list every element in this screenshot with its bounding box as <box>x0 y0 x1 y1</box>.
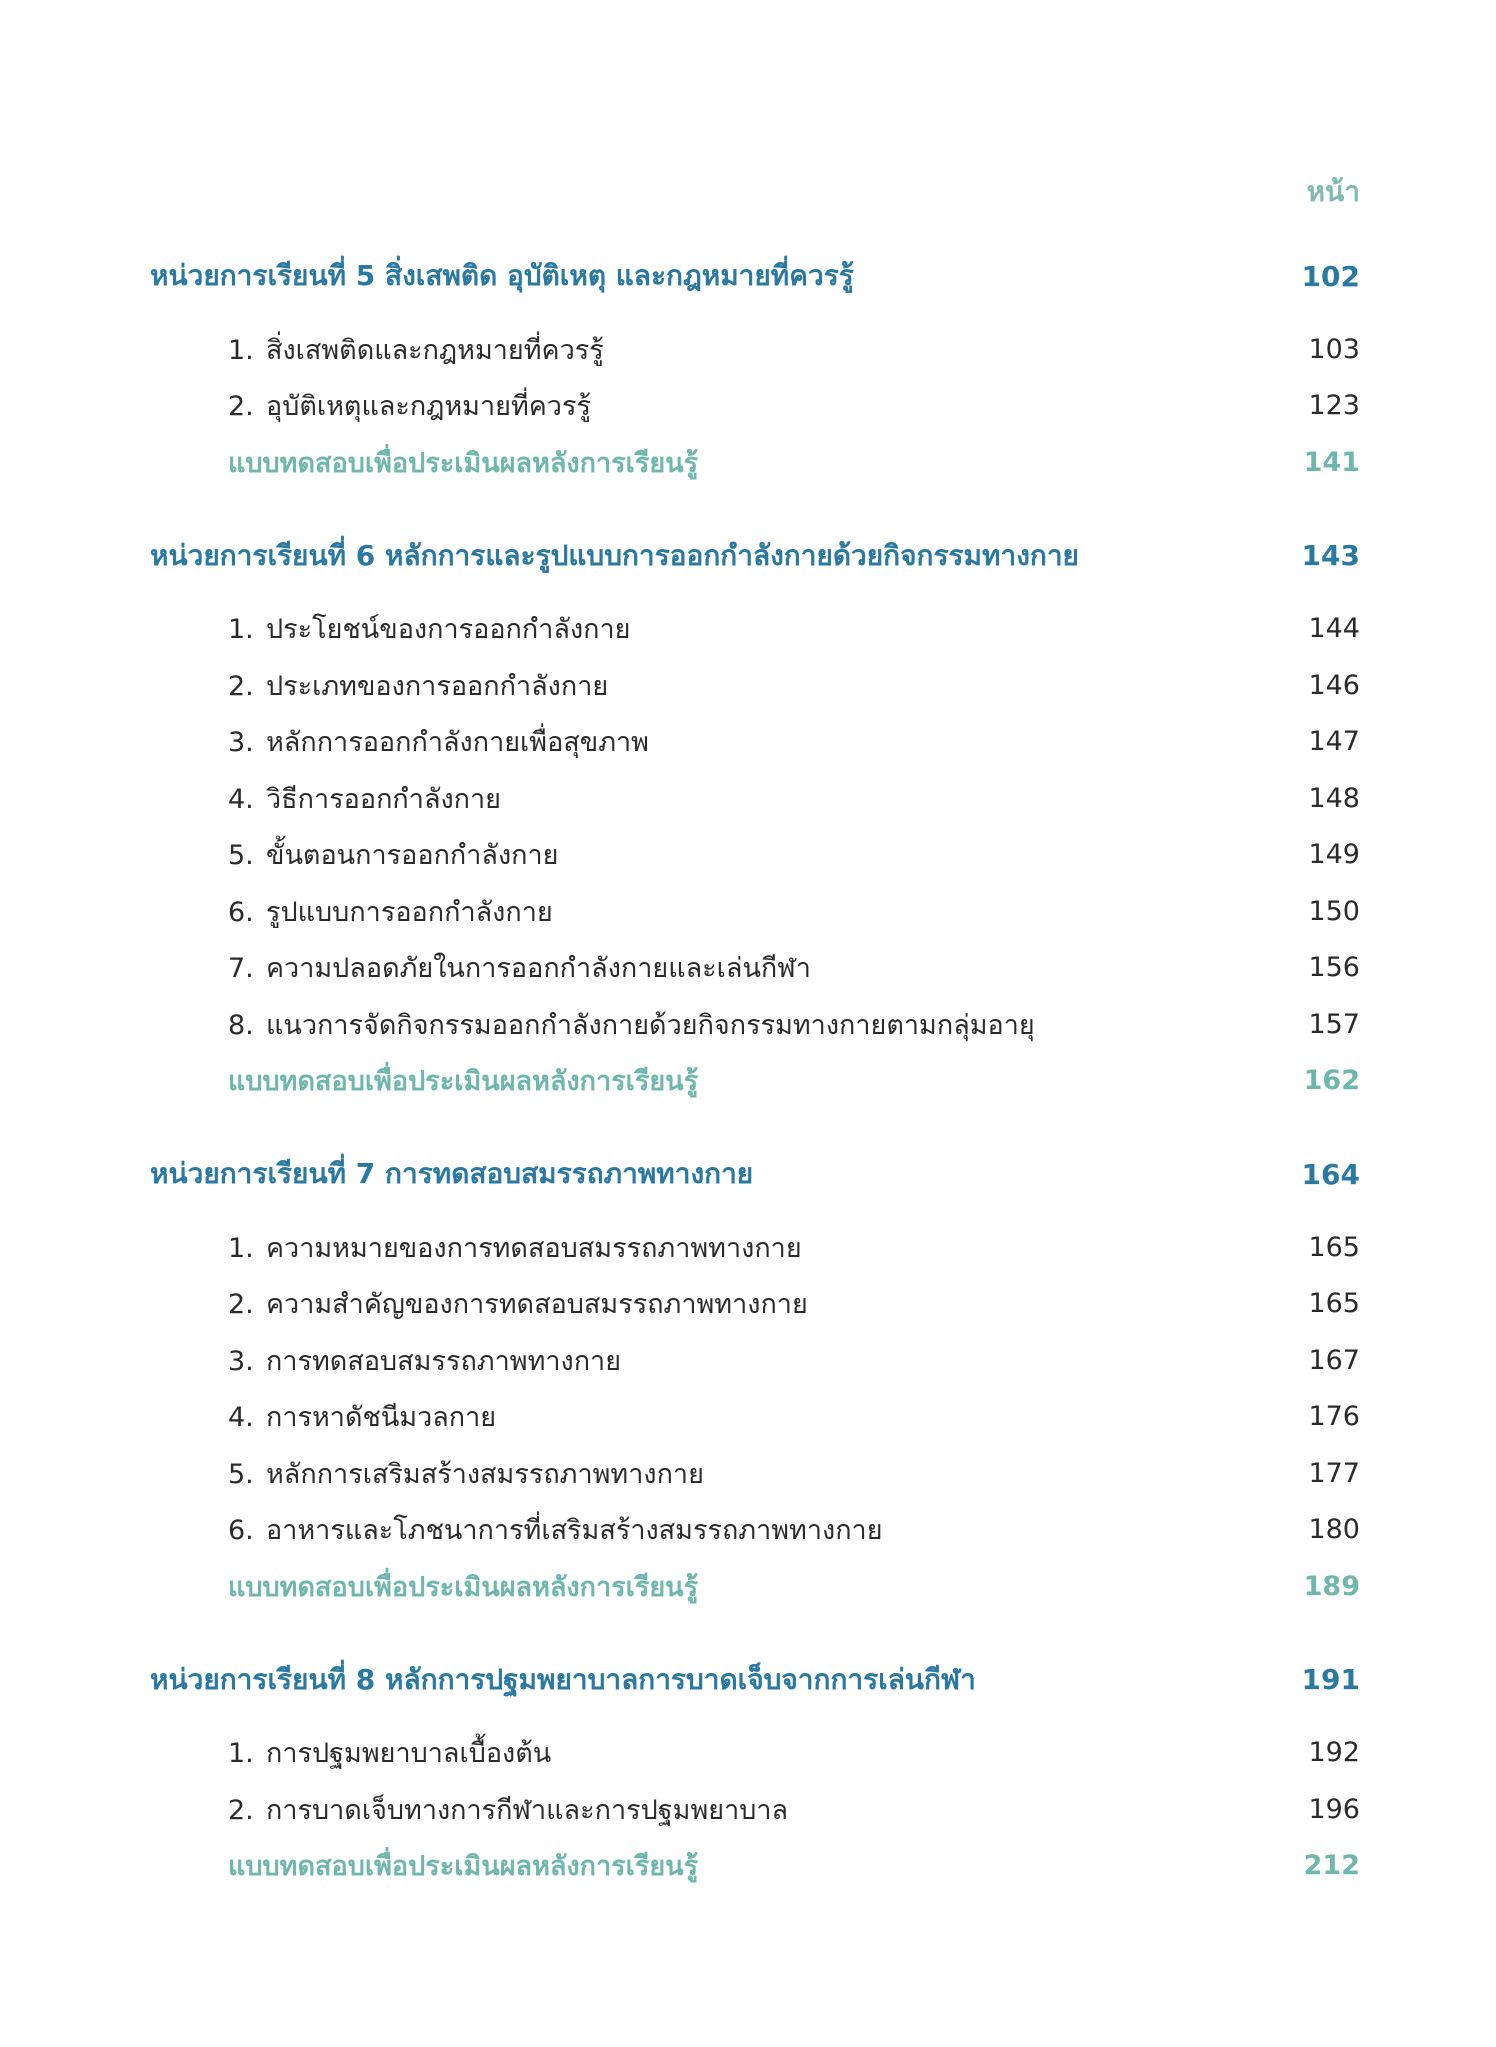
toc-item-page-number: 165 <box>1308 1231 1360 1263</box>
assessment-title: แบบทดสอบเพื่อประเมินผลหลังการเรียนรู้ <box>228 1066 699 1098</box>
toc-item-label <box>228 890 553 933</box>
toc-item-label <box>228 1282 808 1325</box>
toc-item[interactable] <box>150 714 1360 771</box>
toc-item-page-number: 150 <box>1308 895 1360 927</box>
toc-item-page-number: 144 <box>1308 613 1360 645</box>
toc-item-page-number: 192 <box>1308 1737 1360 1769</box>
toc-item[interactable] <box>150 1276 1360 1333</box>
toc-item-page-number: 147 <box>1308 726 1360 758</box>
toc-item-number: 4. <box>228 1402 254 1434</box>
toc-item-page-number: 103 <box>1308 333 1360 365</box>
assessment-page-number: 141 <box>1303 446 1360 478</box>
toc-item[interactable] <box>150 1219 1360 1276</box>
toc-item-text: ประเภทของการออกกำลังกาย <box>266 670 609 702</box>
assessment-item[interactable] <box>150 434 1360 491</box>
toc-item-label <box>228 946 811 989</box>
toc-item[interactable] <box>150 1781 1360 1838</box>
toc-item-number: 3. <box>228 1345 254 1377</box>
toc-item-page-number: 180 <box>1308 1514 1360 1546</box>
toc-item-text: หลักการเสริมสร้างสมรรถภาพทางกาย <box>266 1458 704 1490</box>
unit-page-number: 164 <box>1301 1157 1360 1191</box>
toc-unit <box>150 525 1360 1110</box>
toc-item-text: ความปลอดภัยในการออกกำลังกายและเล่นกีฬา <box>266 953 811 985</box>
toc-item-label <box>228 1339 621 1382</box>
toc-unit <box>150 1649 1360 1895</box>
toc-item-text: การทดสอบสมรรถภาพทางกาย <box>266 1345 622 1377</box>
toc-item-text: ขั้นตอนการออกกำลังกาย <box>266 840 559 872</box>
toc-item[interactable] <box>150 1725 1360 1782</box>
toc-item[interactable] <box>150 1502 1360 1559</box>
assessment-page-number: 212 <box>1303 1850 1360 1882</box>
toc-unit <box>150 1143 1360 1615</box>
toc-item-page-number: 167 <box>1308 1344 1360 1376</box>
toc-item-text: ความหมายของการทดสอบสมรรถภาพทางกาย <box>266 1232 802 1264</box>
toc-item[interactable] <box>150 883 1360 940</box>
toc-item[interactable] <box>150 378 1360 435</box>
toc-item-text: การปฐมพยาบาลเบื้องต้น <box>266 1738 552 1770</box>
toc-item-page-number: 123 <box>1308 390 1360 422</box>
toc-item[interactable] <box>150 940 1360 997</box>
toc-item-number: 5. <box>228 1458 254 1490</box>
unit-page-number: 102 <box>1301 259 1360 293</box>
toc-item[interactable] <box>150 1332 1360 1389</box>
toc-item-label <box>228 833 558 876</box>
unit-heading-row[interactable] <box>150 245 1360 307</box>
toc-item-page-number: 156 <box>1308 952 1360 984</box>
toc-item-label <box>228 384 591 427</box>
toc-item-number: 2. <box>228 391 254 423</box>
toc-item-text: อุบัติเหตุและกฎหมายที่ควรรู้ <box>266 391 591 423</box>
toc-item[interactable] <box>150 321 1360 378</box>
page-column-label: หน้า <box>1306 175 1360 208</box>
assessment-title: แบบทดสอบเพื่อประเมินผลหลังการเรียนรู้ <box>228 1571 699 1603</box>
toc-item-page-number: 157 <box>1308 1008 1360 1040</box>
toc-item-number: 1. <box>228 1232 254 1264</box>
toc-list <box>150 245 1360 1928</box>
assessment-title: แบบทดสอบเพื่อประเมินผลหลังการเรียนรู้ <box>228 1851 699 1883</box>
toc-item-number: 6. <box>228 1515 254 1547</box>
toc-item[interactable] <box>150 770 1360 827</box>
toc-item-text: รูปแบบการออกกำลังกาย <box>266 896 553 928</box>
toc-item-text: วิธีการออกกำลังกาย <box>266 783 501 815</box>
toc-item-label <box>228 1731 551 1774</box>
toc-item-label <box>228 1452 704 1495</box>
toc-item-page-number: 177 <box>1308 1457 1360 1489</box>
toc-item-label <box>228 1226 802 1269</box>
toc-item-text: ประโยชน์ของการออกกำลังกาย <box>266 614 631 646</box>
toc-item-number: 7. <box>228 953 254 985</box>
toc-item[interactable] <box>150 1445 1360 1502</box>
toc-item-page-number: 196 <box>1308 1793 1360 1825</box>
toc-item[interactable] <box>150 657 1360 714</box>
assessment-title: แบบทดสอบเพื่อประเมินผลหลังการเรียนรู้ <box>228 447 699 479</box>
toc-item-text: สิ่งเสพติดและกฎหมายที่ควรรู้ <box>266 334 604 366</box>
toc-item-number: 3. <box>228 727 254 759</box>
toc-item-label <box>228 328 604 371</box>
toc-item-page-number: 149 <box>1308 839 1360 871</box>
toc-item-number: 2. <box>228 1289 254 1321</box>
toc-item-number: 5. <box>228 840 254 872</box>
toc-item-page-number: 165 <box>1308 1288 1360 1320</box>
unit-heading-row[interactable] <box>150 1649 1360 1711</box>
toc-item-page-number: 176 <box>1308 1401 1360 1433</box>
unit-page-number: 143 <box>1301 539 1360 572</box>
toc-item-label <box>228 1508 883 1551</box>
assessment-page-number: 189 <box>1303 1570 1360 1602</box>
toc-item-text: อาหารและโภชนาการที่เสริมสร้างสมรรถภาพทางกาย <box>266 1515 883 1547</box>
toc-item-number: 2. <box>228 670 254 702</box>
toc-item-text: การบาดเจ็บทางการกีฬาและการปฐมพยาบาล <box>266 1794 789 1826</box>
toc-item[interactable] <box>150 996 1360 1053</box>
toc-item-number: 6. <box>228 896 254 928</box>
toc-item-number: 4. <box>228 783 254 815</box>
unit-heading-row[interactable] <box>150 525 1360 587</box>
assessment-item[interactable] <box>150 1838 1360 1895</box>
toc-item-number: 2. <box>228 1794 254 1826</box>
toc-item-label <box>228 607 630 650</box>
unit-page-number: 191 <box>1301 1663 1360 1696</box>
toc-item-number: 1. <box>228 334 254 366</box>
toc-item-page-number: 148 <box>1308 782 1360 814</box>
toc-unit <box>150 245 1360 491</box>
toc-item-text: ความสำคัญของการทดสอบสมรรถภาพทางกาย <box>266 1289 808 1321</box>
toc-item[interactable] <box>150 827 1360 884</box>
toc-item-label <box>228 664 608 707</box>
assessment-page-number: 162 <box>1303 1065 1360 1097</box>
toc-item-number: 1. <box>228 614 254 646</box>
toc-item-text: การหาดัชนีมวลกาย <box>266 1402 497 1434</box>
toc-item-label <box>228 1003 1035 1046</box>
toc-item-label <box>228 1788 788 1831</box>
unit-title: หน่วยการเรียนที่ 7 การทดสอบสมรรถภาพทางกาย <box>150 1157 754 1190</box>
toc-item-label <box>228 720 649 763</box>
toc-item-page-number: 146 <box>1308 669 1360 701</box>
toc-item[interactable] <box>150 1389 1360 1446</box>
unit-title: หน่วยการเรียนที่ 6 หลักการและรูปแบบการออกกำลังกายด้วยกิจกรรมทางกาย <box>150 538 1079 572</box>
assessment-item[interactable] <box>150 1053 1360 1110</box>
unit-title: หน่วยการเรียนที่ 8 หลักการปฐมพยาบาลการบาดเจ็บจากการเล่นกีฬา <box>150 1662 976 1696</box>
assessment-item[interactable] <box>150 1558 1360 1615</box>
toc-item[interactable] <box>150 601 1360 658</box>
unit-heading-row[interactable] <box>150 1143 1360 1205</box>
unit-title: หน่วยการเรียนที่ 5 สิ่งเสพติด อุบัติเหตุ และกฎหมายที่ควรรู้ <box>150 259 854 292</box>
toc-item-number: 1. <box>228 1738 254 1770</box>
toc-item-label <box>228 777 501 820</box>
toc-item-number: 8. <box>228 1009 254 1041</box>
toc-item-label <box>228 1395 496 1438</box>
toc-item-text: หลักการออกกำลังกายเพื่อสุขภาพ <box>266 727 649 759</box>
toc-item-text: แนวการจัดกิจกรรมออกกำลังกายด้วยกิจกรรมทางกายตามกลุ่มอายุ <box>266 1009 1035 1041</box>
